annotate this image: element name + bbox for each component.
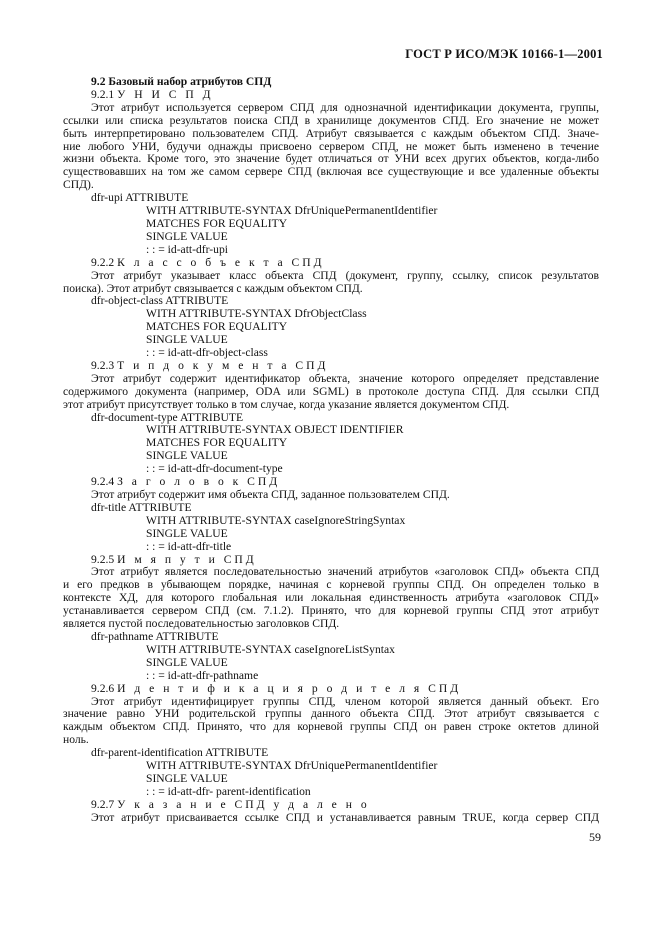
section-title: З а г о л о в о к СПД xyxy=(117,475,281,489)
code-line: WITH ATTRIBUTE-SYNTAX DfrObjectClass xyxy=(146,307,367,321)
section-title: У Н И С П Д xyxy=(117,87,214,101)
section-title: И д е н т и ф и к а ц и я р о д и т е л я СПД xyxy=(117,681,462,695)
code-line: WITH ATTRIBUTE-SYNTAX caseIgnoreListSyntax xyxy=(146,642,395,656)
text-line: Этот атрибут указывает класс объекта СПД (документ, группу, ссылку, список результатов xyxy=(91,268,599,282)
page-number: 59 xyxy=(589,830,601,844)
text-line: dfr-upi ATTRIBUTE xyxy=(91,191,189,205)
section-number: 9.2.2 xyxy=(91,255,118,269)
text-line: каждым объектом СПД. Принято, что для корневой группы СПД он равен строке октетов длиной xyxy=(63,720,599,734)
text-line: dfr-pathname ATTRIBUTE xyxy=(91,629,219,643)
code-line: : : = id-att-dfr-upi xyxy=(146,242,228,256)
text-line: и его предков в убывающем порядке, начиная с корневой группы СПД. Он определен только в xyxy=(63,578,599,592)
text-line: является пустой последовательностью заголовков СПД. xyxy=(63,617,340,631)
section-number: 9.2.7 xyxy=(91,797,118,811)
text-line: dfr-document-type ATTRIBUTE xyxy=(91,410,244,424)
text-line: этот атрибут присутствует только в том случае, когда указание является документом СПД. xyxy=(63,397,510,411)
text-line: dfr-parent-identification ATTRIBUTE xyxy=(91,746,269,760)
text-line xyxy=(63,89,599,102)
code-line: MATCHES FOR EQUALITY xyxy=(146,216,288,230)
section-title: И м я п у т и СПД xyxy=(117,552,257,566)
text-line: 9.2 Базовый набор атрибутов СПД xyxy=(91,75,272,88)
section-number: 9.2.6 xyxy=(91,681,118,695)
text-line: dfr-title ATTRIBUTE xyxy=(91,500,192,514)
section-number: 9.2.4 xyxy=(91,475,118,489)
text-line xyxy=(63,683,599,696)
text-line xyxy=(63,799,599,812)
code-line: SINGLE VALUE xyxy=(146,771,228,785)
code-line: : : = id-att-dfr- parent-identification xyxy=(146,784,311,798)
code-line: SINGLE VALUE xyxy=(146,449,228,463)
page-body xyxy=(63,76,599,825)
text-line: ние любого УНИ, будучи однажды присвоено сервером СПД, не может быть изменено в течение xyxy=(63,139,599,153)
text-line xyxy=(63,257,599,270)
code-line: WITH ATTRIBUTE-SYNTAX OBJECT IDENTIFIER xyxy=(146,423,404,437)
code-line: MATCHES FOR EQUALITY xyxy=(146,436,288,450)
text-line: Этот атрибут содержит идентификатор объекта, значение которого определяет представление xyxy=(91,371,599,385)
code-line: : : = id-att-dfr-object-class xyxy=(146,346,268,360)
page-header: ГОСТ Р ИСО/МЭК 10166-1—2001 xyxy=(405,47,603,61)
text-line: Этот атрибут присваивается ссылке СПД и устанавливается равным TRUE, когда сервер СПД xyxy=(91,810,599,824)
text-line: поиска). Этот атрибут связывается с каждым объектом СПД. xyxy=(63,281,363,295)
text-line xyxy=(63,360,599,373)
section-number: 9.2.5 xyxy=(91,552,118,566)
text-line: dfr-object-class ATTRIBUTE xyxy=(91,294,229,308)
section-title: К л а с с о б ъ е к т а СПД xyxy=(117,255,325,269)
code-line: SINGLE VALUE xyxy=(146,655,228,669)
text-line: быть интерпретировано пользователем СПД. Атрибут связывается с каждым объектом СПД. Значе- xyxy=(63,126,599,140)
text-line: Этот атрибут используется сервером СПД для однозначной идентификации документа, группы, xyxy=(91,100,599,114)
code-line: WITH ATTRIBUTE-SYNTAX DfrUniquePermanentIdentifier xyxy=(146,204,438,218)
text-line: ноль. xyxy=(63,733,89,747)
text-line: ссылки или списка результатов поиска СПД в хранилище документов СПД. Его значение не может xyxy=(63,113,599,127)
code-line: SINGLE VALUE xyxy=(146,333,228,347)
text-line: Этот атрибут является последовательностью значений атрибутов «заголовок СПД» объекта СПД xyxy=(91,565,599,579)
section-number: 9.2.3 xyxy=(91,358,118,372)
code-line: : : = id-att-dfr-pathname xyxy=(146,668,259,682)
text-line: устанавливается сервером СПД (см. 7.1.2). Принято, что для корневой группы СПД этот атрибут xyxy=(63,604,599,618)
text-line: СПД). xyxy=(63,178,94,192)
section-number: 9.2.1 xyxy=(91,87,118,101)
text-line: содержимого документа (например, ODA или SGML) в протоколе доступа СПД. Для ссылки СПД xyxy=(63,384,599,398)
section-title: Т и п д о к у м е н т а СПД xyxy=(117,358,329,372)
text-line: жизни объекта. Кроме того, это значение будет отличаться от УНИ всех других объектов, когда-либо xyxy=(63,152,599,166)
code-line: : : = id-att-dfr-title xyxy=(146,539,232,553)
code-line: SINGLE VALUE xyxy=(146,526,228,540)
code-line: MATCHES FOR EQUALITY xyxy=(146,320,288,334)
code-line: WITH ATTRIBUTE-SYNTAX caseIgnoreStringSyntax xyxy=(146,513,406,527)
code-line: : : = id-att-dfr-document-type xyxy=(146,462,283,476)
text-line: существовавших на том же самом сервере СПД (включая все существующие и все удаленные объекты xyxy=(63,165,599,179)
text-line: Этот атрибут идентифицирует группы СПД, членом которой является данный объект. Его xyxy=(91,694,599,708)
text-line: значение равно УНИ родительской группы данного объекта СПД. Этот атрибут связывается с xyxy=(63,707,599,721)
text-line: Этот атрибут содержит имя объекта СПД, заданное пользователем СПД. xyxy=(91,488,450,501)
text-line: контексте ХД, для которого глобальная или локальная единственность атрибута «заголовок СПД» xyxy=(63,591,599,605)
code-line: SINGLE VALUE xyxy=(146,229,228,243)
code-line: WITH ATTRIBUTE-SYNTAX DfrUniquePermanentIdentifier xyxy=(146,759,438,773)
section-title: У к а з а н и е СПД у д а л е н о xyxy=(117,797,370,811)
